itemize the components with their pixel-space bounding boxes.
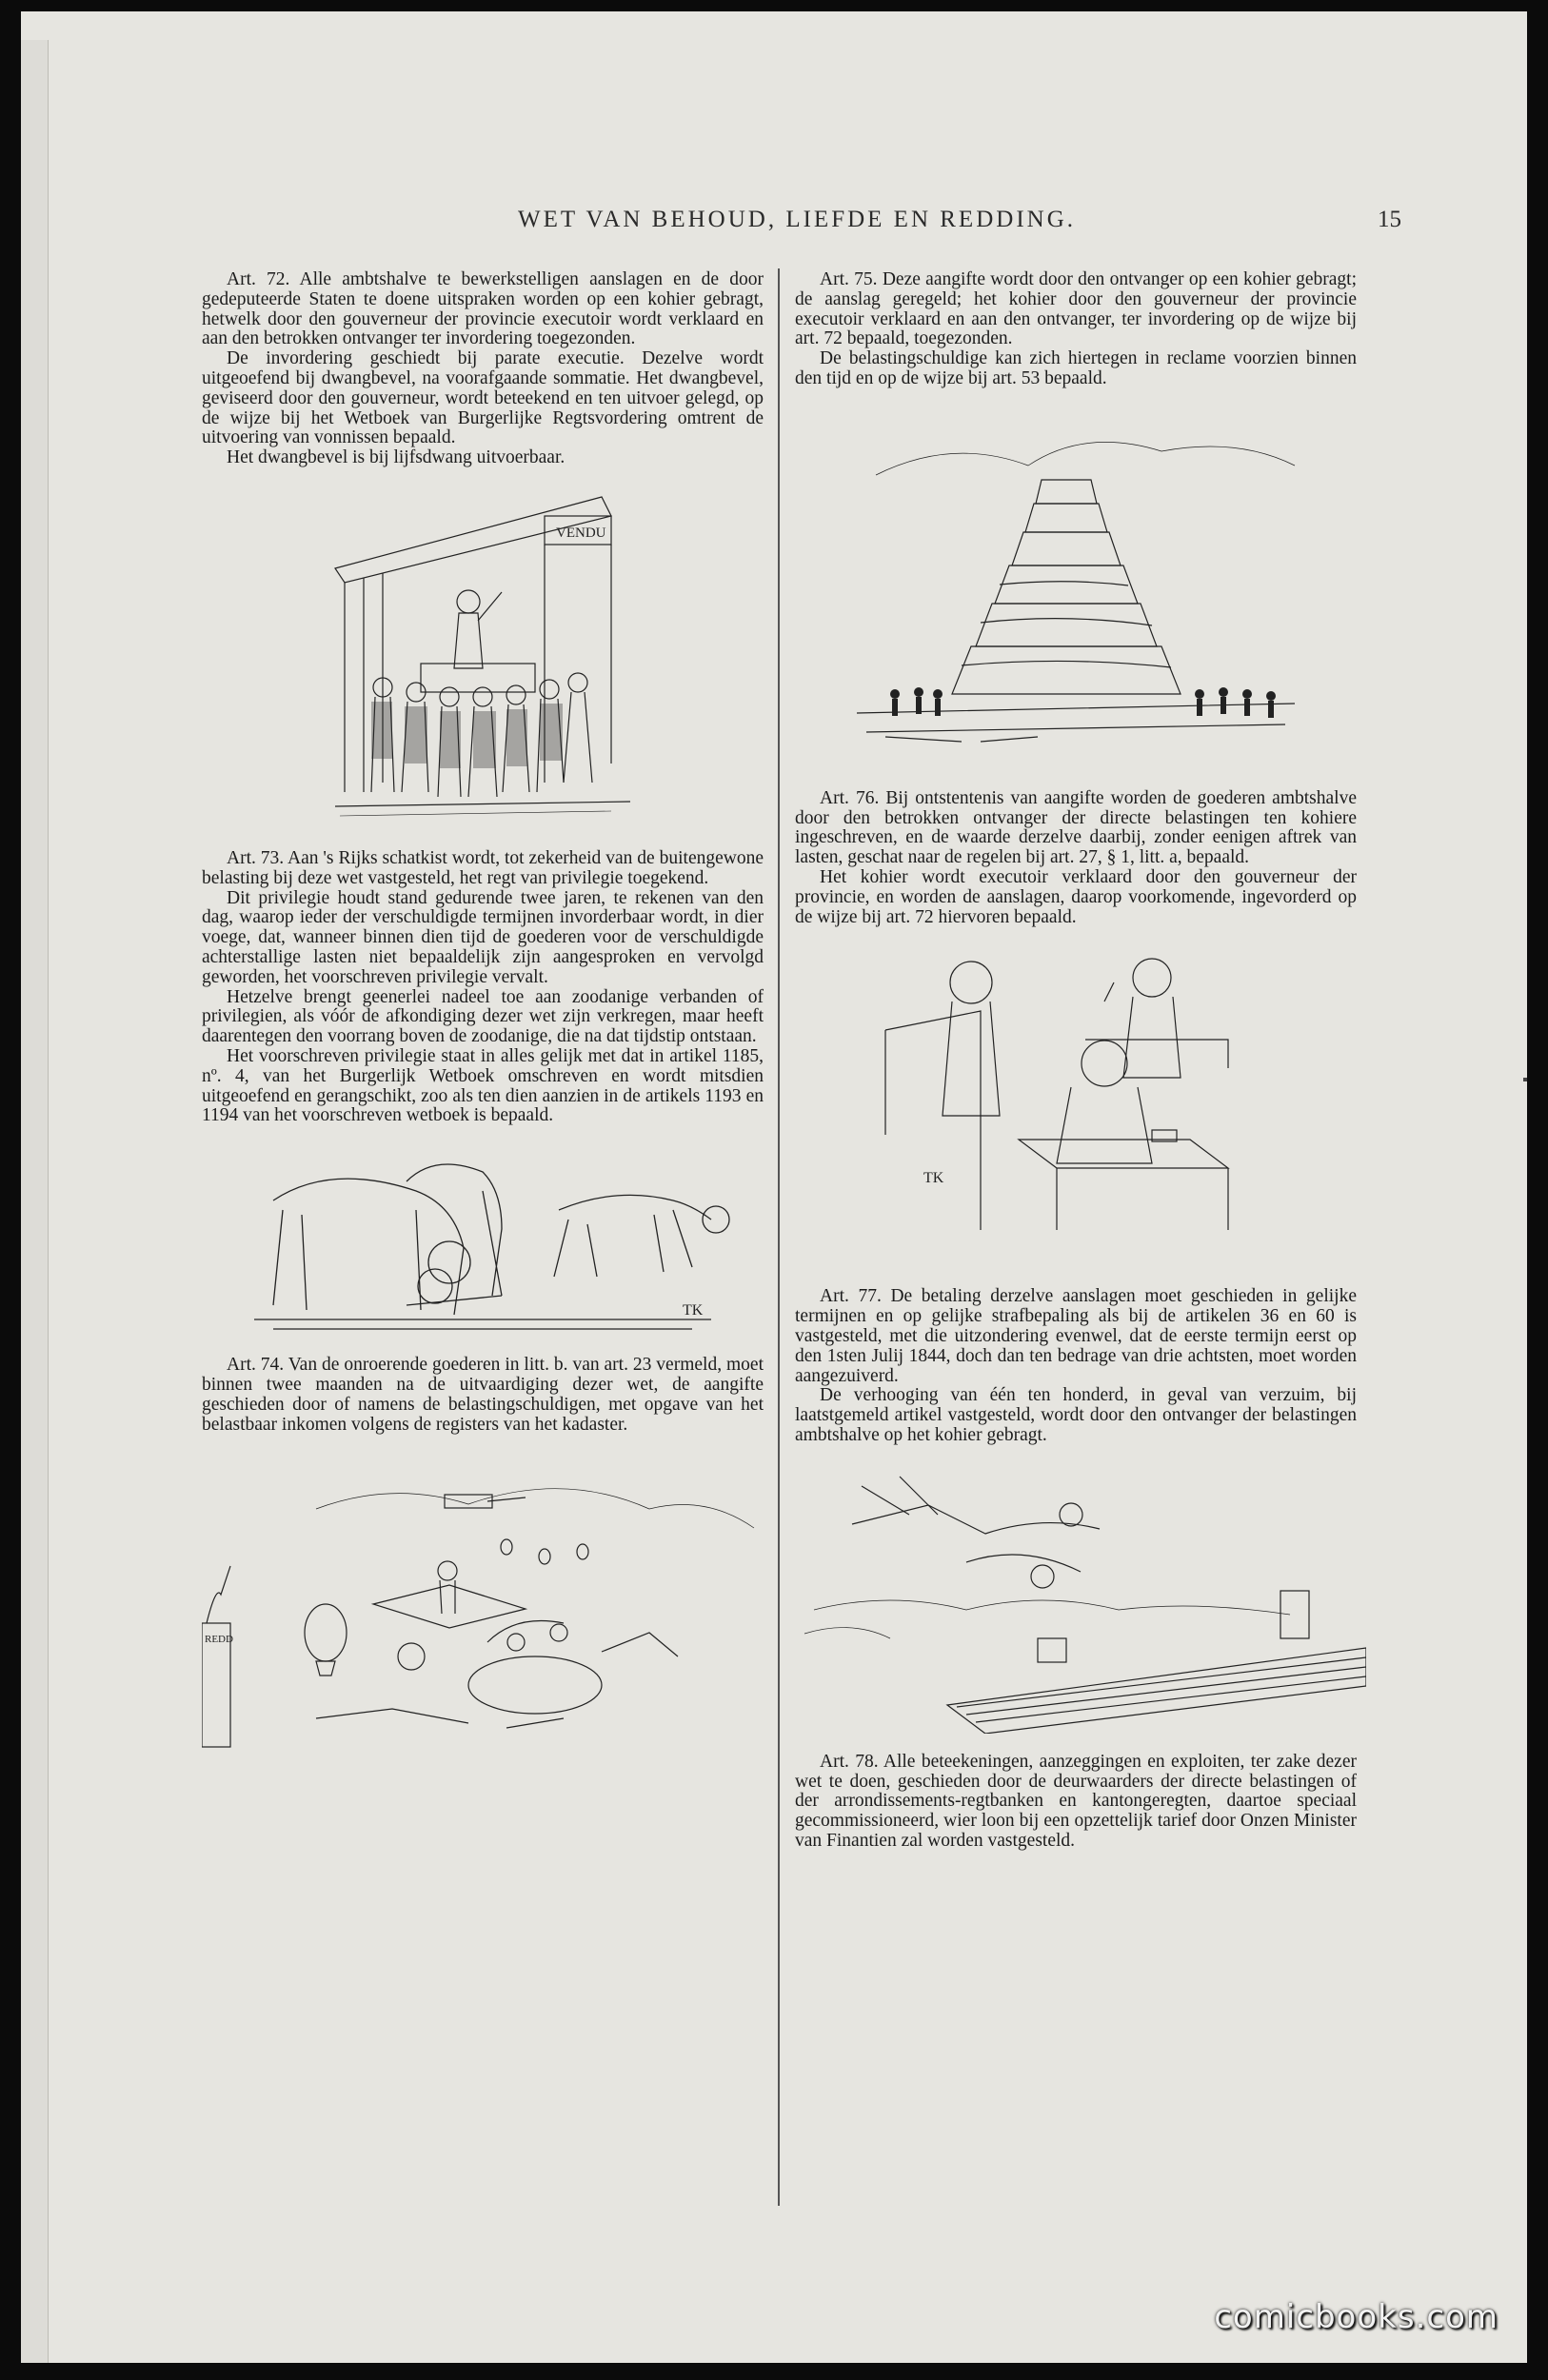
tower-of-babel-illustration: [795, 408, 1357, 780]
column-divider: [778, 268, 780, 2206]
article-76-p1: Art. 76. Bij ontstentenis van aangifte worden de goederen ambtshalve door den betrokken ontvanger der directe belastingen ten kohiere ingeschreven, en de waarde derzelve daarbij, zonder eenigen aftrek van lasten, geschat naar de regelen bij art. 27, § 1, litt. a, bepaald.: [795, 787, 1357, 868]
article-73-p1: Art. 73. Aan 's Rijks schatkist wordt, tot zekerheid van de buitengewone belasting bij deze wet vastgesteld, het regt van privilegie toegekend.: [202, 847, 764, 888]
article-74-p1: Art. 74. Van de onroerende goederen in litt. b. van art. 23 vermeld, moet binnen twee maanden na de uitvaardiging dezer wet, de aangifte geschieden door of namens de belastingschuldigen, met opgave van het belastbaar inkomen volgens de registers van het kadaster.: [202, 1355, 764, 1435]
watermark: comicbooks.com: [1214, 2298, 1498, 2336]
article-78: [795, 1753, 1357, 1852]
page-header: [211, 207, 1401, 245]
dogs-drawing: [216, 1134, 749, 1343]
article-72-p3: Het dwangbevel is bij lijfsdwang uitvoerbaar.: [227, 447, 566, 468]
dogs-fighting-illustration: [202, 1134, 764, 1348]
previous-page-edge: [21, 40, 49, 2363]
page-fold-mark: [1523, 1078, 1527, 1081]
article-78-p1: Art. 78. Alle beteekeningen, aanzeggingen en exploiten, ter zake dezer wet te doen, geschieden door de deurwaarders der directe belastingen of der arrondissements-regtbanken en kantongeregten, daartoe speciaal gecommissioneerd, wier loon bij een opzettelijk tarief door Onzen Minister van Finantien zal worden vastgesteld.: [795, 1751, 1357, 1851]
clerks-at-desks-illustration: [795, 944, 1357, 1249]
vendu-sign: VENDU: [556, 525, 606, 541]
article-77-p2: De verhooging van één ten honderd, in geval van verzuim, bij laatstgemeld artikel vastgesteld, wordt door den ontvanger der belastingen ambtshalve op het kohier gebragt.: [795, 1385, 1357, 1445]
flying-machines-drawing: [202, 1452, 773, 1756]
article-74: [202, 1356, 764, 1435]
article-76: [795, 789, 1357, 928]
auction-scene-illustration: [202, 478, 764, 840]
flying-figures-rooftop-illustration: [795, 1458, 1357, 1743]
left-column: [202, 270, 764, 1766]
article-73-p4: Het voorschreven privilegie staat in alles gelijk met dat in artikel 1185, nº. 4, van het Burgerlijk Wetboek omschreven en wordt mitsdien uitgeoefend en gerangschikt, zoo als ten dien aanzien in de artikels 1193 en 1194 van het voorschreven wetboek is bepaald.: [202, 1045, 764, 1126]
article-73-p2: Dit privilegie houdt stand gedurende twee jaren, te rekenen van den dag, waarop ieder der verschuldigde termijnen invorderbaar wordt, in dier voege, dat, wanneer binnen dien tijd de goederen voor de verschuldigde achterstallige lasten niet bepaaldelijk zijn aangesproken en vervolgd geworden, het voorschreven privilegie vervalt.: [202, 887, 764, 987]
article-77-p1: Art. 77. De betaling derzelve aanslagen moet geschieden in gelijke termijnen en op gelijke strafbepaling als bij de artikelen 36 en 60 is vastgesteld, met die uitzondering evenwel, dat de eerste termijn eerst op den 1sten Julij 1844, doch dan ten bedrage van drie achtsten, moet worden aangezuiverd.: [795, 1286, 1357, 1386]
article-72-p1: Art. 72. Alle ambtshalve te bewerkstelligen aanslagen en de door gedeputeerde Staten te doene uitspraken worden op een kohier gebragt, hetwelk door den gouverneur der provincie executoir wordt verklaard en aan den betrokken ontvanger ter invordering toegezonden.: [202, 269, 764, 349]
illustrator-signature-2: TK: [923, 1170, 944, 1187]
article-72: [202, 270, 764, 468]
clerks-drawing: [866, 944, 1285, 1240]
tower-drawing: [838, 408, 1314, 770]
flying-figures-drawing: [795, 1458, 1366, 1734]
article-73-p3: Hetzelve brengt geenerlei nadeel toe aan zoodanige verbanden of privilegien, als vóór de afkondiging dezer wet zijn verkregen, maar heeft daarentegen den voorrang boven de zoodanige, die na dat tijdstip ontstaan.: [202, 986, 764, 1047]
article-73: [202, 849, 764, 1126]
illustrator-signature: TK: [683, 1302, 704, 1319]
page: [21, 11, 1527, 2363]
running-title: WET VAN BEHOUD, LIEFDE EN REDDING.: [518, 207, 1076, 232]
article-75-p1: Art. 75. Deze aangifte wordt door den ontvanger op een kohier gebragt; de aanslag geregeld; het kohier door den gouverneur der provincie executoir verklaard en aan den ontvanger, ter invordering op de wijze bij art. 72 bepaald, toegezonden.: [795, 269, 1357, 349]
right-column: [795, 270, 1357, 1852]
article-76-p2: Het kohier wordt executoir verklaard door den gouverneur der provincie, en worden de aanslagen, daarop voorkomende, ingevorderd op de wijze bij art. 72 hiervoren bepaald.: [795, 866, 1357, 927]
article-72-p2: De invordering geschiedt bij parate executie. Dezelve wordt uitgeoefend bij dwangbevel, na voorafgaande sommatie. Het dwangbevel, geviseerd door den gouverneur, wordt beteekend en ten uitvoer gelegd, op de wijze bij het Wetboek van Burgerlijke Regtsvordering omtrent de uitvoering van vonnissen bepaald.: [202, 348, 764, 448]
flying-machines-illustration: [202, 1452, 764, 1766]
article-75-p2: De belastingschuldige kan zich hiertegen in reclame voorzien binnen den tijd en op de wijze bij art. 53 bepaald.: [795, 348, 1357, 388]
page-number: 15: [1378, 207, 1401, 232]
pillar-sign: REDD: [205, 1634, 233, 1646]
auction-scene-drawing: [326, 478, 640, 830]
article-77: [795, 1287, 1357, 1445]
article-75: [795, 270, 1357, 389]
